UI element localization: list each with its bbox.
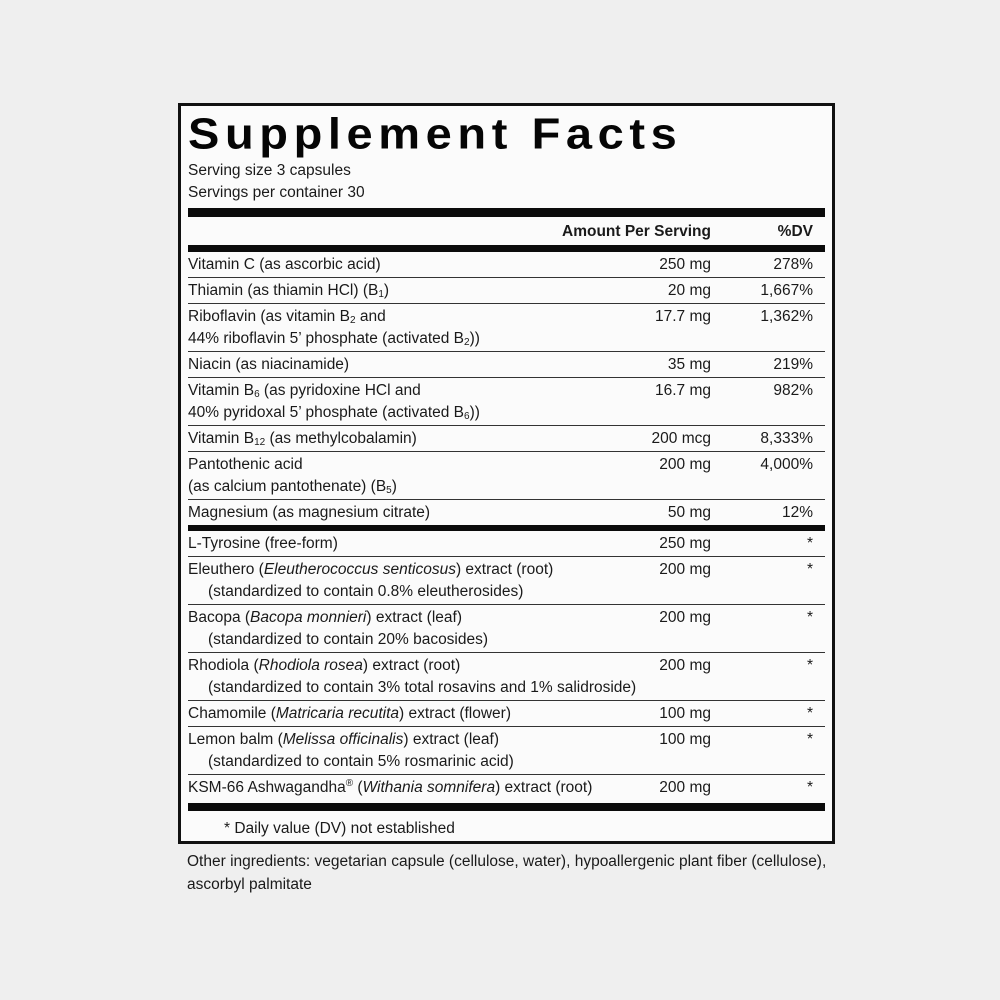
nutrient-row [188, 378, 825, 426]
ingredient-row [188, 775, 825, 800]
nutrient-name: Pantothenic acid (as calcium pantothenate) $(B_5)$ [188, 454, 628, 498]
ingredient-dv: * [806, 779, 813, 796]
nutrient-amount: 17.7 mg [654, 308, 711, 325]
subscript: 2 [349, 315, 356, 326]
nutrient-amount: 35 mg [667, 356, 711, 373]
ingredient-amount: 200 mg [659, 609, 711, 626]
nutrient-dv: 219% [773, 356, 813, 373]
ingredient-standardization: (standardized to contain 5% rosmarinic acid) [208, 753, 514, 770]
serving-size: Serving size 3 capsules [188, 162, 351, 179]
nutrient-amount: 50 mg [667, 504, 711, 521]
botanical-name: Withania somnifera [362, 779, 496, 796]
nutrient-amount: 16.7 mg [654, 382, 711, 399]
botanical-name: Bacopa monnieri [250, 609, 367, 626]
nutrient-name: Magnesium (as magnesium citrate) [188, 504, 431, 521]
subscript: 2 [464, 337, 470, 348]
ingredient-name: Lemon balm (Melissa officinalis) extract (leaf) (standardized to contain 5% rosmarinic acid) [188, 729, 658, 773]
subscript: 6 [254, 389, 260, 400]
registered-mark: ® [345, 778, 354, 789]
nutrient-name: Thiamin (as thiamin HCl) $(B_1)$ [188, 282, 390, 300]
botanical-name: Eleutherococcus senticosus [263, 561, 456, 578]
ingredient-name: L-Tyrosine (free-form) [188, 535, 338, 552]
other-ingredients: Other ingredients: vegetarian capsule (cellulose, water), hypoallergenic plant fiber (cellulose), ascorbyl palmitate [187, 853, 827, 893]
ingredient-dv: * [806, 657, 813, 674]
botanical-name: Matricaria recutita [275, 705, 400, 722]
nutrient-dv: 1,362% [760, 308, 813, 325]
ingredient-amount: 100 mg [659, 731, 711, 748]
nutrient-dv: 278% [773, 256, 813, 273]
ingredient-standardization: (standardized to contain 0.8% eleutherosides) [208, 583, 524, 600]
ingredient-dv: * [806, 705, 813, 722]
divider-thick [188, 208, 825, 217]
ingredient-list [188, 531, 825, 800]
nutrient-dv: 12% [781, 504, 813, 521]
servings-per-container: Servings per container 30 [188, 184, 365, 201]
ingredient-amount: 200 mg [659, 657, 711, 674]
nutrient-amount: 200 mg [659, 456, 711, 473]
ingredient-amount: 250 mg [659, 535, 711, 552]
ingredient-name: Chamomile (Matricaria recutita) extract (flower) [188, 705, 512, 722]
ingredient-standardization: (standardized to contain 20% bacosides) [208, 631, 489, 648]
nutrient-dv: 1,667% [760, 282, 813, 299]
subscript: 5 [386, 485, 392, 496]
ingredient-name: Rhodiola (Rhodiola rosea) extract (root) (standardized to contain 3% total rosavins and 1% salidroside) [188, 655, 658, 699]
column-header [188, 217, 825, 245]
ingredient-amount: 200 mg [659, 561, 711, 578]
nutrient-amount: 250 mg [659, 256, 711, 273]
divider-header [188, 245, 825, 252]
ingredient-dv: * [806, 731, 813, 748]
nutrient-dv: 982% [773, 382, 813, 399]
nutrient-name: Niacin (as niacinamide) [188, 356, 350, 373]
panel-title: Supplement Facts [188, 109, 683, 158]
ingredient-dv: * [806, 561, 813, 578]
ingredient-row [188, 727, 825, 775]
ingredient-name: Bacopa (Bacopa monnieri) extract (leaf) (standardized to contain 20% bacosides) [188, 607, 658, 651]
nutrient-row [188, 452, 825, 500]
nutrient-row [188, 426, 825, 452]
ingredient-amount: 200 mg [659, 779, 711, 796]
serving-info [188, 160, 825, 204]
nutrient-name: Vitamin $B_{12}$ (as methylcobalamin) [188, 430, 417, 448]
nutrient-amount: 200 mcg [651, 430, 711, 447]
ingredient-row [188, 653, 825, 701]
supplement-facts-panel [178, 103, 835, 844]
subscript: 6 [464, 411, 470, 422]
nutrient-row [188, 252, 825, 278]
ingredient-amount: 100 mg [659, 705, 711, 722]
nutrient-dv: 8,333% [760, 430, 813, 447]
nutrient-row [188, 304, 825, 352]
ingredient-name: Eleuthero (Eleutherococcus senticosus) extract (root) (standardized to contain 0.8% eleutherosides) [188, 559, 658, 603]
ingredient-row [188, 557, 825, 605]
ingredient-row [188, 701, 825, 727]
dv-footnote: * Daily value (DV) not established [224, 820, 455, 837]
ingredient-dv: * [806, 609, 813, 626]
ingredient-name: KSM-66 Ashwagandha® (Withania somnifera) extract (root) [188, 778, 593, 796]
nutrient-name-line2: (as calcium pantothenate) $(B_5)$ [188, 478, 397, 496]
ingredient-row [188, 531, 825, 557]
ingredient-row [188, 605, 825, 653]
ingredient-standardization: (standardized to contain 3% total rosavins and 1% salidroside) [208, 679, 637, 696]
botanical-name: Melissa officinalis [282, 731, 404, 748]
divider-bottom [188, 803, 825, 811]
botanical-name: Rhodiola rosea [258, 657, 363, 674]
nutrient-row [188, 278, 825, 304]
nutrient-name: Vitamin $B_6$ (as pyridoxine HCl and 40% pyridoxal 5’ phosphate (activated $B_6$)) [188, 380, 628, 424]
nutrient-name-line2: 44% riboflavin 5’ phosphate (activated $B_2$)) [188, 330, 480, 348]
nutrient-row [188, 500, 825, 525]
dv-header: %DV [777, 223, 813, 240]
nutrient-dv: 4,000% [760, 456, 813, 473]
ingredient-dv: * [806, 535, 813, 552]
vitamin-list [188, 252, 825, 525]
nutrient-name: Riboflavin (as vitamin $B_2$ and 44% riboflavin 5’ phosphate (activated $B_2$)) [188, 306, 628, 350]
subscript: 12 [254, 437, 266, 448]
subscript: 1 [378, 289, 384, 300]
amount-header: Amount Per Serving [562, 223, 711, 240]
nutrient-name-line2: 40% pyridoxal 5’ phosphate (activated $B_6$)) [188, 404, 480, 422]
nutrient-row [188, 352, 825, 378]
nutrient-amount: 20 mg [667, 282, 711, 299]
nutrient-name: Vitamin C (as ascorbic acid) [188, 256, 381, 273]
